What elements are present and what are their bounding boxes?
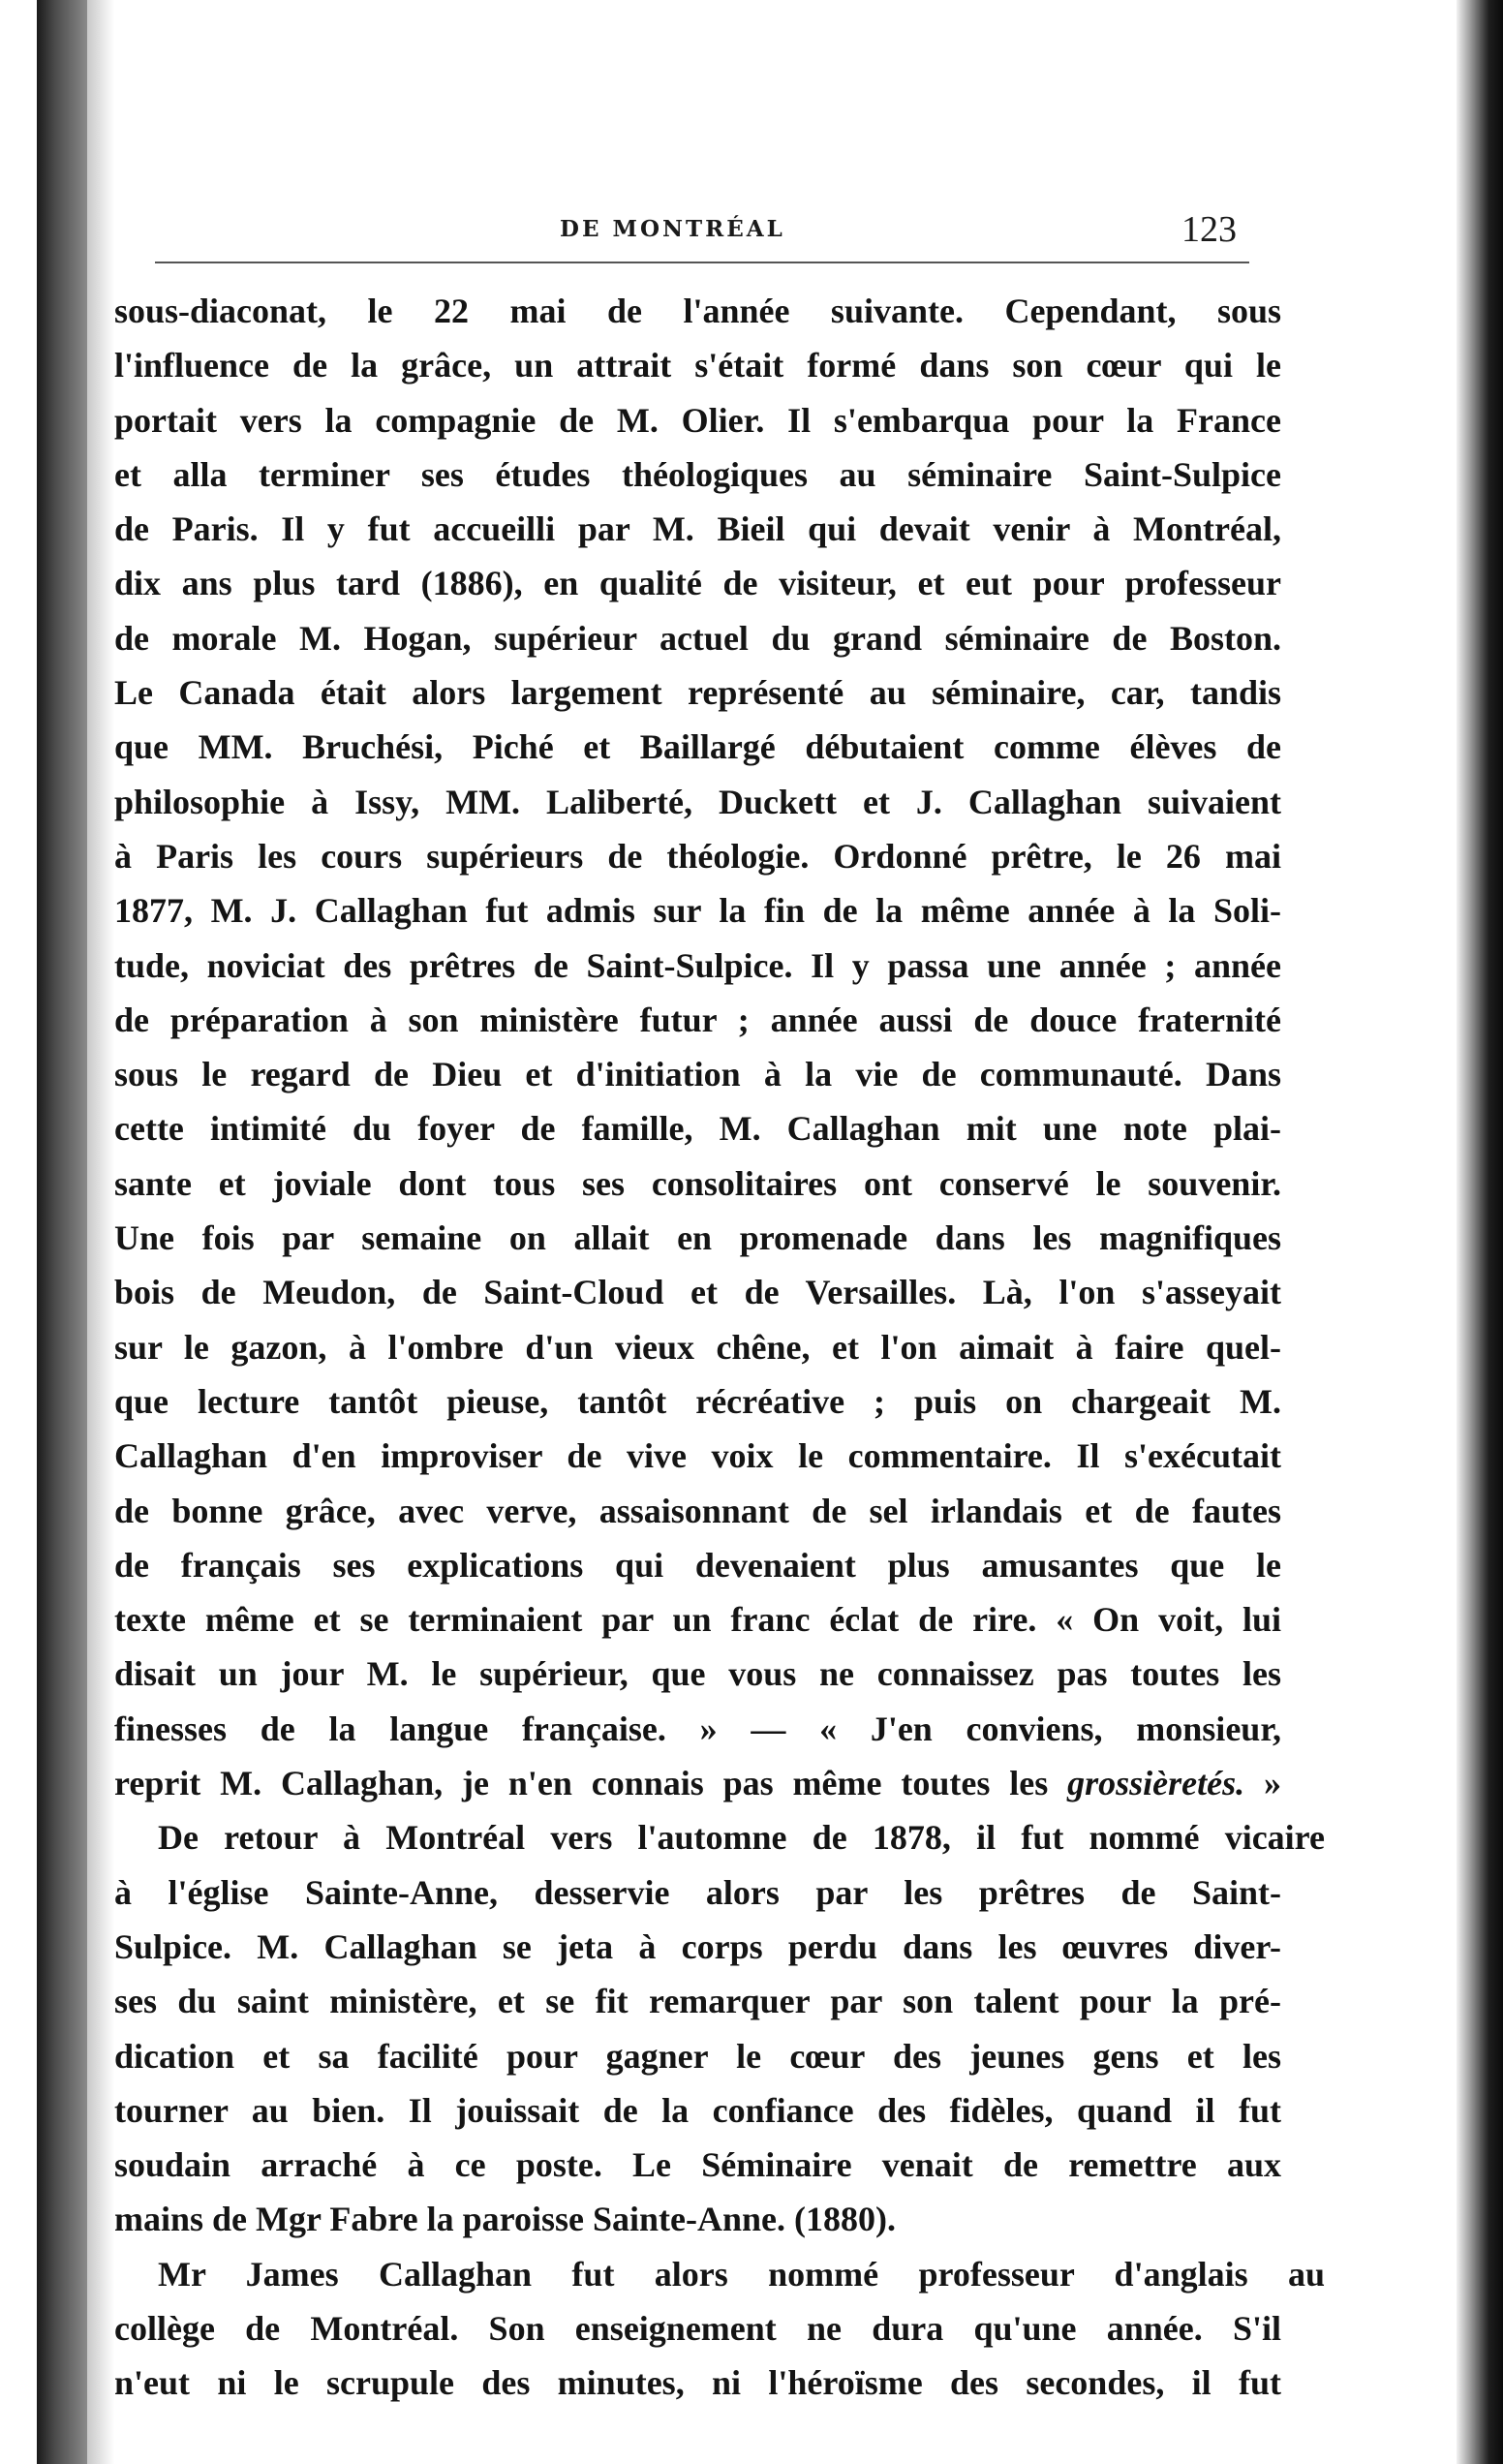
text-line-content: reprit M. Callaghan, je n'en connais pas même toutes les — [114, 1764, 1068, 1803]
text-line-content: que MM. Bruchési, Piché et Baillargé débutaient comme élèves de — [114, 727, 1281, 767]
text-line — [114, 2247, 1325, 2301]
text-line-content: sous-diaconat, le 22 mai de l'année suivante. Cependant, sous — [114, 292, 1281, 330]
text-line-content: de préparation à son ministère futur ; année aussi de douce fraternité — [114, 1000, 1281, 1039]
text-line-content: de bonne grâce, avec verve, assaisonnant de sel irlandais et de fautes — [114, 1491, 1281, 1530]
text-line — [114, 883, 1281, 938]
text-line-content: sante et joviale dont tous ses consolitaires ont conservé le souvenir. — [114, 1163, 1281, 1203]
text-line-content: que lecture tantôt pieuse, tantôt récréative ; puis on chargeait M. — [114, 1381, 1281, 1421]
text-line — [114, 1865, 1281, 1920]
text-line — [114, 1756, 1281, 1810]
text-line-content: collège de Montréal. Son enseignement ne dura qu'une année. S'il — [114, 2308, 1281, 2348]
text-line-content: De retour à Montréal vers l'automne de 1878, il fut nommé vicaire — [158, 1818, 1325, 1858]
text-line-content: disait un jour M. le supérieur, que vous ne connaissez pas toutes les — [114, 1654, 1281, 1694]
text-line-content: et alla terminer ses études théologiques au séminaire Saint-Sulpice — [114, 454, 1281, 494]
text-line — [114, 502, 1281, 556]
text-line-content: Callaghan d'en improviser de vive voix le commentaire. Il s'exécutait — [114, 1436, 1281, 1476]
text-line-content: 1877, M. J. Callaghan fut admis sur la fin de la même année à la Soli- — [114, 891, 1281, 931]
text-line — [114, 1592, 1281, 1647]
text-line-content: dication et sa facilité pour gagner le cœur des jeunes gens et les — [114, 2036, 1281, 2076]
text-line — [114, 1484, 1281, 1538]
running-head — [114, 199, 1457, 257]
text-line — [114, 1156, 1281, 1211]
text-line — [114, 1374, 1281, 1429]
header-rule — [155, 262, 1249, 263]
italic-word: grossièretés. — [1067, 1764, 1245, 1803]
text-line-content: Une fois par semaine on allait en promenade dans les magnifiques — [114, 1218, 1281, 1258]
text-line — [114, 611, 1281, 665]
book-gutter-shadow — [87, 0, 114, 2464]
book-page — [114, 0, 1457, 2464]
text-line-content: finesses de la langue française. » — « J'en conviens, monsieur, — [114, 1709, 1281, 1748]
text-line — [114, 1429, 1281, 1483]
text-line-content: ses du saint ministère, et se fit remarquer par son talent pour la pré- — [114, 1982, 1281, 2021]
text-line — [114, 2301, 1281, 2356]
text-line-content: bois de Meudon, de Saint-Cloud et de Versailles. Là, l'on s'asseyait — [114, 1273, 1281, 1312]
text-line — [114, 1974, 1281, 2028]
book-page-edge-right — [1457, 0, 1503, 2464]
text-line — [114, 1810, 1325, 1864]
text-line-content: à l'église Sainte-Anne, desservie alors par les prêtres de Saint- — [114, 1872, 1281, 1912]
text-line-content: texte même et se terminaient par un franc éclat de rire. « On voit, lui — [114, 1600, 1281, 1640]
text-line — [114, 284, 1281, 338]
text-line — [114, 338, 1281, 392]
text-line — [114, 665, 1281, 720]
text-line — [114, 829, 1281, 883]
text-line — [114, 2083, 1281, 2138]
text-line — [114, 993, 1281, 1047]
text-line — [114, 2029, 1281, 2083]
text-line-content: portait vers la compagnie de M. Olier. Il s'embarqua pour la France — [114, 400, 1281, 440]
text-line-content: à Paris les cours supérieurs de théologie. Ordonné prêtre, le 26 mai — [114, 836, 1281, 876]
text-line-content: soudain arraché à ce poste. Le Séminaire venait de remettre aux — [114, 2145, 1281, 2185]
text-line-content: n'eut ni le scrupule des minutes, ni l'héroïsme des secondes, il fut — [114, 2363, 1281, 2403]
text-line-tail: » — [1244, 1764, 1281, 1803]
text-line — [114, 447, 1281, 502]
text-line — [114, 939, 1281, 993]
text-line — [114, 2356, 1281, 2410]
text-line — [114, 1211, 1281, 1265]
text-line-content: mains de Mgr Fabre la paroisse Sainte-Anne. (1880). — [114, 2200, 896, 2239]
text-line — [114, 556, 1281, 610]
text-line-content: cette intimité du foyer de famille, M. Callaghan mit une note plai- — [114, 1109, 1281, 1149]
text-line-content: dix ans plus tard (1886), en qualité de visiteur, et eut pour professeur — [114, 564, 1281, 603]
text-line-content: de français ses explications qui devenaient plus amusantes que le — [114, 1545, 1281, 1585]
text-line — [114, 2192, 1281, 2246]
text-line-content: de Paris. Il y fut accueilli par M. Bieil qui devait venir à Montréal, — [114, 509, 1281, 549]
page-number: 123 — [1181, 209, 1237, 250]
text-line-content: Mr James Callaghan fut alors nommé professeur d'anglais au — [158, 2254, 1325, 2294]
text-line — [114, 1047, 1281, 1101]
text-line — [114, 1265, 1281, 1319]
body-text — [114, 284, 1325, 2411]
text-line-content: tude, noviciat des prêtres de Saint-Sulpice. Il y passa une année ; année — [114, 945, 1281, 985]
text-line — [114, 720, 1281, 774]
text-line — [114, 1702, 1281, 1756]
text-line-content: Sulpice. M. Callaghan se jeta à corps perdu dans les œuvres diver- — [114, 1926, 1281, 1966]
text-line — [114, 775, 1281, 829]
text-line-content: l'influence de la grâce, un attrait s'était formé dans son cœur qui le — [114, 346, 1281, 385]
text-line-content: tourner au bien. Il jouissait de la confiance des fidèles, quand il fut — [114, 2090, 1281, 2130]
text-line — [114, 1101, 1281, 1155]
text-line — [114, 393, 1281, 447]
text-line-content: sous le regard de Dieu et d'initiation à la vie de communauté. Dans — [114, 1055, 1281, 1094]
text-line — [114, 1538, 1281, 1592]
running-title: DE MONTRÉAL — [560, 216, 785, 242]
text-line-content: Le Canada était alors largement représenté au séminaire, car, tandis — [114, 673, 1281, 713]
text-line-content: sur le gazon, à l'ombre d'un vieux chêne, et l'on aimait à faire quel- — [114, 1327, 1281, 1367]
text-line — [114, 1647, 1281, 1701]
text-line — [114, 1320, 1281, 1374]
text-line — [114, 2138, 1281, 2192]
text-line-content: de morale M. Hogan, supérieur actuel du grand séminaire de Boston. — [114, 618, 1281, 658]
text-line — [114, 1920, 1281, 1974]
book-spine-edge-left — [37, 0, 87, 2464]
text-line-content: philosophie à Issy, MM. Laliberté, Duckett et J. Callaghan suivaient — [114, 782, 1281, 821]
